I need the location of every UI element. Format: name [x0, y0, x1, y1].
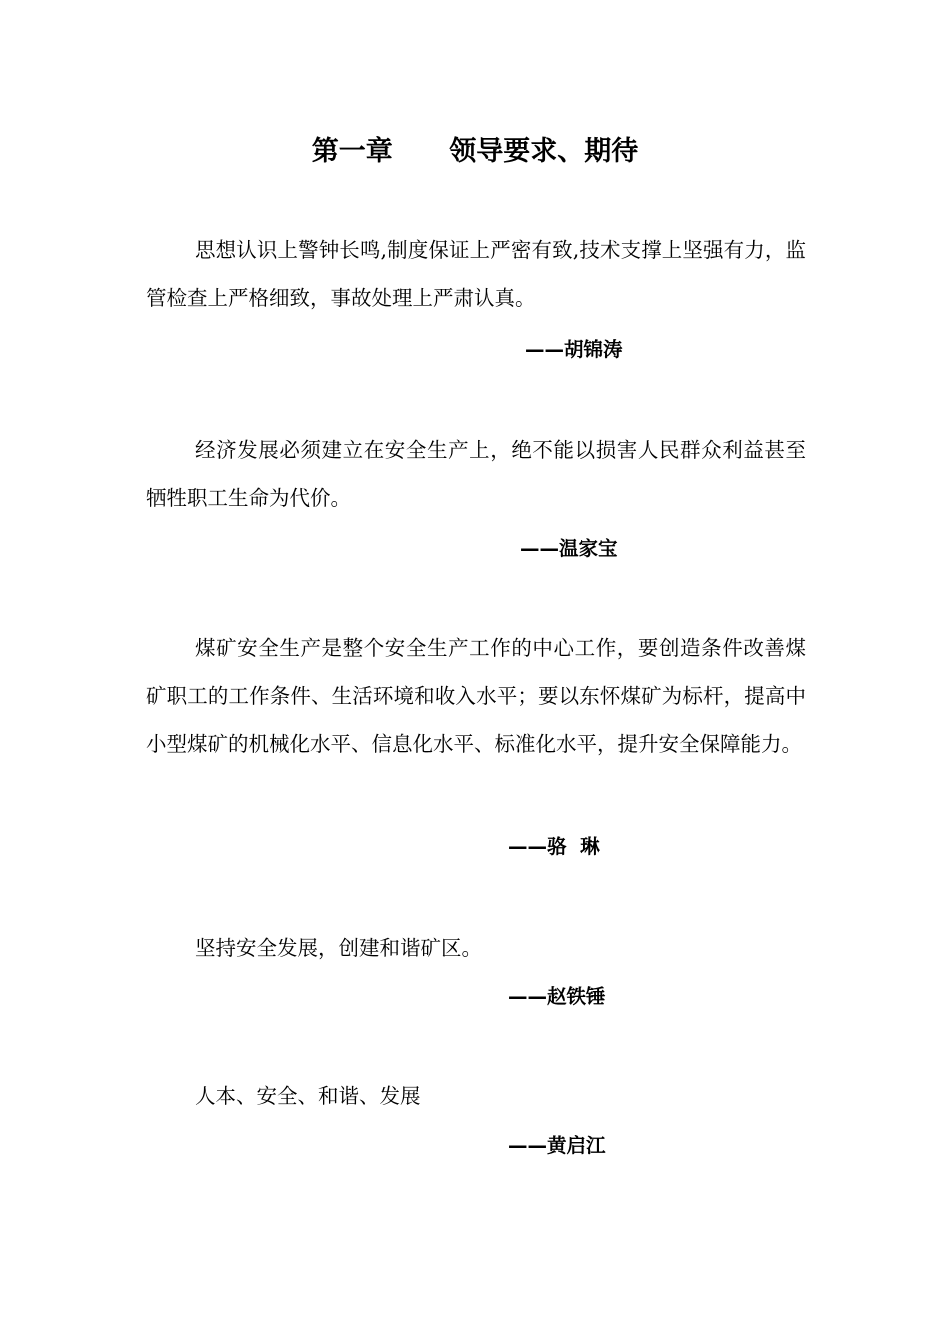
- quote-text: 经济发展必须建立在安全生产上，绝不能以损害人民群众利益甚至牺牲职工生命为代价。: [146, 438, 806, 510]
- quote-text: 坚持安全发展，创建和谐矿区。: [195, 936, 482, 960]
- quote-block: [146, 624, 806, 768]
- quote-attribution: ——温家宝: [520, 537, 618, 560]
- chapter-title: 第一章 领导要求、期待: [311, 136, 639, 167]
- quote-block: [146, 226, 806, 322]
- quote-attribution: ——黄启江: [508, 1134, 606, 1157]
- quote-block: [146, 1072, 806, 1120]
- quote-text: 思想认识上警钟长鸣,制度保证上严密有致,技术支撑上坚强有力，监管检查上严格细致，事故处理上严肃认真。: [146, 238, 806, 310]
- quote-block: [146, 426, 806, 522]
- quote-attribution: ——胡锦涛: [525, 338, 623, 361]
- quote-attribution: ——赵铁锤: [508, 985, 606, 1008]
- quote-attribution: ——骆 琳: [508, 835, 600, 858]
- quote-block: [146, 924, 806, 972]
- quote-text: 煤矿安全生产是整个安全生产工作的中心工作，要创造条件改善煤矿职工的工作条件、生活环境和收入水平；要以东怀煤矿为标杆，提高中小型煤矿的机械化水平、信息化水平、标准化水平，提升安全保障能力。: [146, 636, 806, 756]
- quote-text: 人本、安全、和谐、发展: [195, 1084, 421, 1108]
